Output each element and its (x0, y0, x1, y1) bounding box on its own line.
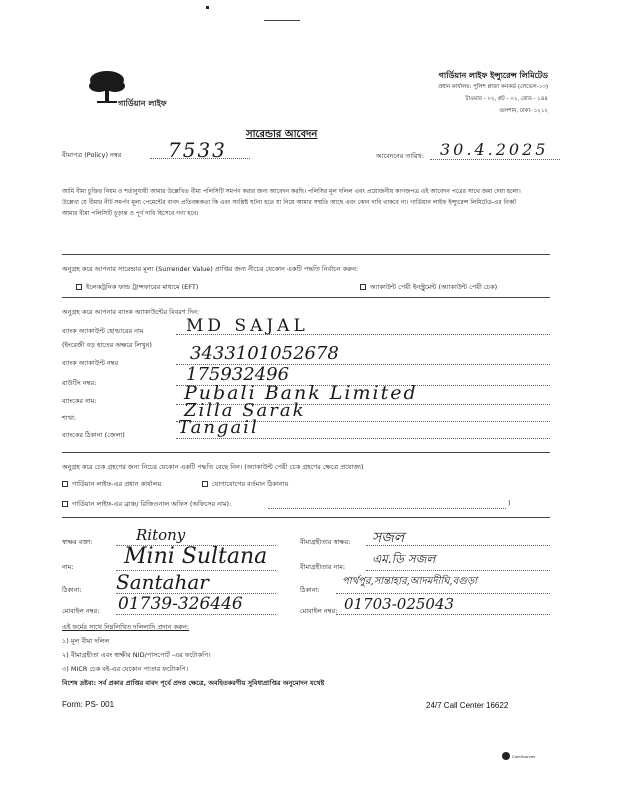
policy-label: বীমাপত্র (Policy) নম্বর (62, 151, 122, 159)
mobile-value[interactable]: 01739-326446 (118, 594, 243, 614)
bank-section-title: অনুগ্রহ করে আপনার ব্যাংক অ্যাকাউন্টের বিবরণ দিন: (62, 308, 200, 316)
camscanner-badge (502, 752, 535, 760)
collection-opt1-label: গার্ডিয়ান লাইফ-এর প্রধান কার্যালয় (72, 480, 162, 488)
address-line-3: গুলশান, ঢাকা- ১২১২ (499, 108, 548, 114)
collection-opt2-checkbox[interactable] (202, 481, 208, 487)
bank-address-line (176, 438, 550, 439)
divider-3 (62, 452, 550, 453)
insured-name-label: বীমাগ্রহীতার নাম: (300, 563, 346, 571)
collection-opt1-checkbox[interactable] (62, 481, 68, 487)
camscanner-icon (502, 752, 510, 760)
account-value[interactable]: 3433101052678 (190, 343, 339, 364)
cheque-checkbox[interactable] (360, 284, 366, 290)
bank-name-label: ব্যাংকের নাম: (62, 397, 97, 405)
holder-value[interactable]: MD SAJAL (186, 316, 309, 336)
collection-opt2-label: যোগাযোগের বর্তমান ঠিকানায় (212, 480, 289, 488)
collection-close: ) (508, 499, 511, 507)
name-value[interactable]: Mini Sultana (124, 544, 268, 569)
option-cheque[interactable] (360, 282, 497, 293)
eft-label: ইলেকট্রনিক ফান্ড ট্রান্সফারের মাধ্যমে (EFT) (86, 283, 199, 291)
insured-addr-label: ঠিকানা: (300, 586, 320, 594)
addr-label: ঠিকানা: (62, 586, 82, 594)
collection-opt3-label: গার্ডিয়ান লাইফ-এর ব্রাঞ্চ/ রিজিওনাল অফিস (অফিসের নাম): (72, 500, 232, 508)
option-eft[interactable] (76, 282, 198, 293)
divider-2 (62, 297, 550, 298)
policy-number: 7533 (168, 138, 227, 162)
scan-mark (206, 6, 209, 9)
insured-mobile-label: মোবাইল নম্বর: (300, 607, 338, 615)
scan-line (264, 20, 300, 21)
insured-mobile-line (336, 614, 550, 615)
insured-sig-label: বীমাগ্রহীতার স্বাক্ষর: (300, 538, 351, 546)
cheque-label: অ্যাকাউন্ট পেয়ী ইনস্ট্রুমেন্ট (অ্যাকাউন্ট পেয়ী চেক) (370, 283, 498, 291)
mobile-line (116, 614, 276, 615)
surrender-prompt: অনুগ্রহ করে আপনার সারেন্ডার মূল্য (Surrender Value) প্রাপ্তির জন্য নীচের যেকোন একটি পদ্ধতি নির্বাচন করুন: (62, 265, 359, 273)
date-label: আবেদনের তারিখ: (376, 152, 425, 160)
insured-sig[interactable]: সজল (372, 530, 405, 546)
divider-4 (62, 517, 550, 518)
collection-opt3-line (268, 508, 506, 509)
collection-prompt: অনুগ্রহ করে চেক গ্রহণের জন্য নিচের যেকোন একটি পদ্ধতি বেছে নিন। (অ্যাকাউন্ট পেয়ী চেক গ্রহণের ক্ষেত্রে প্রযোজ্য) (62, 463, 364, 471)
collection-opt3[interactable] (62, 499, 231, 510)
date-value: 30.4.2025 (440, 140, 549, 159)
logo-text: গার্ডিয়ান লাইফ (118, 99, 167, 108)
docs-title: এই ফর্মের সাথে নিম্নলিখিত দলিলাদি প্রদান করুন: (62, 623, 190, 631)
eft-checkbox[interactable] (76, 284, 82, 290)
doc-item-3: ৩) MICR চেক বই-এর যেকোন পাতার ফটোকপি। (62, 665, 189, 673)
collection-opt2[interactable] (202, 479, 288, 490)
form-code: Form: PS- 001 (62, 700, 115, 709)
company-name: গার্ডিয়ান লাইফ ইন্স্যুরেন্স লিমিটেড (438, 71, 548, 80)
doc-item-1: ১) মূল বীমা দলিল (62, 637, 110, 645)
insured-sig-line (366, 545, 550, 546)
account-label: ব্যাংক অ্যাকাউন্ট নম্বর (62, 359, 119, 367)
insured-name[interactable]: এম.ডি সজল (372, 552, 436, 566)
bank-address-label: ব্যাংকের ঠিকানা (জেলা) (62, 431, 125, 439)
applicant-sig-label: স্বাক্ষর বক্তা: (62, 538, 93, 546)
collection-opt1[interactable] (62, 479, 161, 490)
policy-line (150, 158, 250, 159)
address-line-2: টাওয়ার - ০২, প্লট - ০২, রোড - ১৪৪ (465, 96, 548, 102)
holder-label: ব্যাংক অ্যাকাউন্ট হোল্ডারের নাম (62, 327, 144, 335)
insured-addr[interactable]: পার্থপুর,সান্তাহার,আদমদীঘি,বগুড়া (342, 576, 478, 587)
call-center: 24/7 Call Center 16622 (426, 701, 509, 710)
branch-label: শাখা: (62, 414, 77, 422)
holder-sub: (ইংরেজী বড় হাতের অক্ষরে লিখুন) (62, 341, 152, 349)
insured-name-line (366, 570, 550, 571)
camscanner-label: CamScanner (512, 753, 536, 759)
divider-1 (62, 254, 550, 255)
special-note: বিশেষ দ্রষ্টব্য: সর্ব প্রকার প্রাপ্তির বাবদ পূর্বে প্রদত্ত ক্ষেত্রে, অবহিতকরণীয় সুবিধাপ্রাপ্তির অনুমোদন যথেষ্ট (62, 679, 325, 687)
address-line-1: প্রধান কার্যালয়: পুলিশ প্লাজা কনকর্ড (লেভেল-১৩) (438, 84, 548, 90)
intro-text: আমি বীমা চুক্তির নিয়ম ও শর্তানুযায়ী আমার উল্লেখিত বীমা পলিসিটি সমর্পণ করার জন্য আবেদন করছি। পলিসির মূল দলিল এবং প্রয়োজনীয় কাগজপত্র এই আবেদন পত্রের সাথে জমা দেয়া হলো। উল্লেখ্য যে বীমার নীট সমর্পণ মূল্য পেমেন্টের বাবদ প্রতিবন্ধকতা কি এবং সংশ্লিষ্ট ঘটনা হতে যা নিয়ে আমার সম্মতি আছে এবং কোন দাবি থাকবে না। গার্ডিয়ান লাইফ ইন্স্যুরেন্স লিমিটেড-এর নিকট আমার বীমা পলিসিটি চূড়ান্ত ও পূর্ণ দাবি হিসেবে গণ্য হবে। (62, 188, 521, 217)
form-title: সারেন্ডার আবেদন (246, 129, 318, 140)
bank-address-value[interactable]: Tangail (178, 417, 259, 438)
routing-value[interactable]: 175932496 (186, 364, 290, 385)
bank-name-value[interactable]: Pubali Bank Limited (184, 382, 418, 404)
routing-label: রাউটিং নম্বর: (62, 379, 97, 387)
applicant-sig[interactable]: Ritony (136, 526, 186, 544)
holder-line (176, 334, 550, 335)
addr-value[interactable]: Santahar (116, 570, 209, 594)
doc-item-2: ২) বীমাগ্রহীতা এবং স্বাক্ষীর NID/পাসপোর্ট -এর ফটোকপি। (62, 651, 211, 659)
insured-addr-line (336, 593, 550, 594)
insured-mobile[interactable]: 01703-025043 (344, 595, 455, 613)
branch-value[interactable]: Zilla Sarak (184, 400, 306, 421)
mobile-label: মোবাইল নম্বর: (62, 607, 100, 615)
date-line (430, 159, 560, 160)
name-label: নাম: (62, 563, 74, 571)
collection-opt3-checkbox[interactable] (62, 501, 68, 507)
